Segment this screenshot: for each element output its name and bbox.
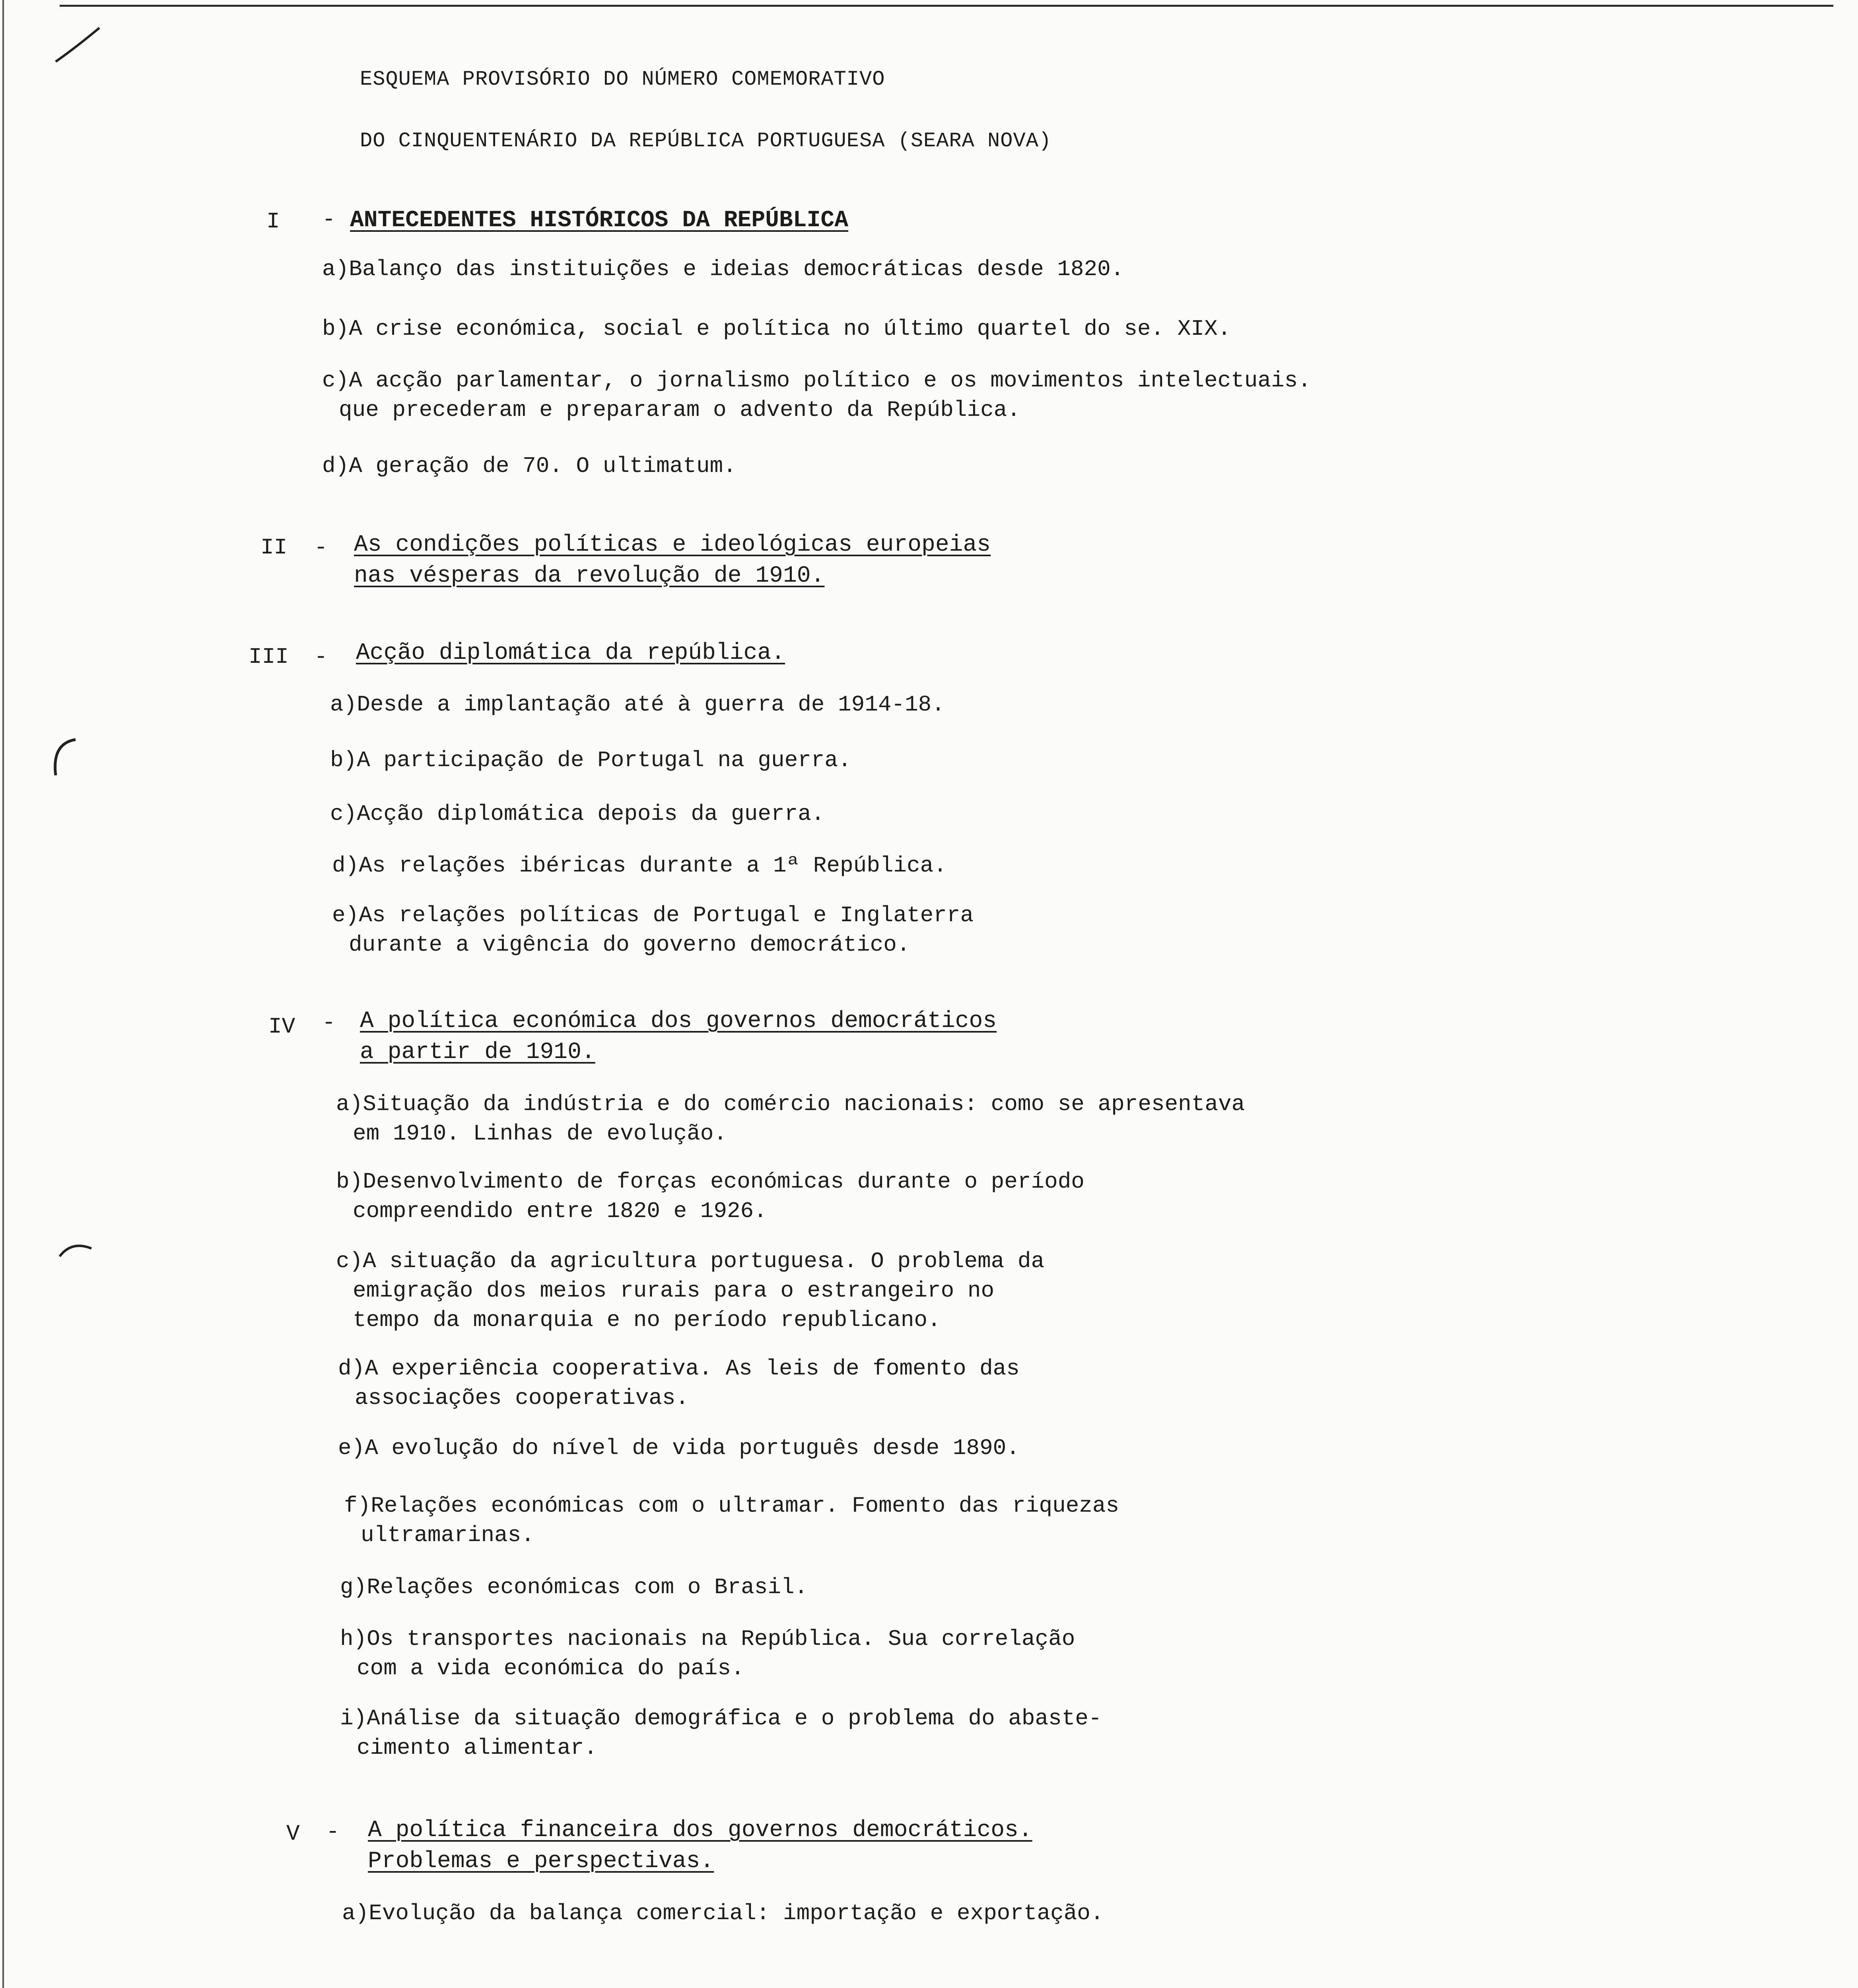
section-3-item-b: b)A participação de Portugal na guerra. [330,747,851,773]
bracket-mark-icon [40,732,84,787]
section-4-item-g: g)Relações económicas com o Brasil. [340,1574,808,1600]
section-3-title: Acção diplomática da república. [356,640,785,666]
section-4-item-h: h)Os transportes nacionais na República. Sua correlação com a vida económica do país. [340,1626,1075,1681]
section-1-item-b: b)A crise económica, social e política no último quartel do se. XIX. [322,316,1231,342]
section-1-item-d: d)A geração de 70. O ultimatum. [322,453,737,479]
document-title-line-1: ESQUEMA PROVISÓRIO DO NÚMERO COMEMORATIVO [360,68,885,91]
top-edge-rule [60,5,1833,7]
section-4-item-b: b)Desenvolvimento de forças económicas durante o período compreendido entre 1820 e 1926. [336,1169,1084,1224]
section-4-item-a: a)Situação da indústria e do comércio nacionais: como se apresentava em 1910. Linhas de evolução. [336,1091,1245,1146]
section-3-item-c: c)Acção diplomática depois da guerra. [330,801,825,827]
section-3-item-e: e)As relações políticas de Portugal e Inglaterra durante a vigência do governo democrático. [332,903,974,957]
section-3-item-a: a)Desde a implantação até à guerra de 1914-18. [330,692,945,717]
tick-mark-icon [52,1233,95,1268]
section-4-item-d: d)A experiência cooperativa. As leis de fomento das associações cooperativas. [338,1356,1020,1411]
section-4-item-e: e)A evolução do nível de vida português desde 1890. [338,1435,1020,1461]
section-2-numeral: II [260,535,288,560]
section-4-title: A política económica dos governos democráticos a partir de 1910. [360,1008,997,1065]
section-2-dash: - [314,535,328,560]
section-3-numeral: III [249,644,289,670]
section-5-numeral: V [286,1821,300,1846]
section-3-dash: - [314,644,328,670]
section-3-item-d: d)As relações ibéricas durante a 1ª República. [332,853,947,878]
section-1-dash: - [322,207,336,232]
pen-mark-icon [52,24,107,68]
left-edge-line [2,0,4,1988]
section-1-item-c: c)A acção parlamentar, o jornalismo político e os movimentos intelectuais. que precederam e prepararam o advento da República. [322,368,1311,423]
section-5-dash: - [326,1819,340,1844]
section-1-item-a: a)Balanço das instituições e ideias democráticas desde 1820. [322,256,1124,282]
section-4-dash: - [322,1010,336,1035]
section-4-item-c: c)A situação da agricultura portuguesa. O problema da emigração dos meios rurais para o estrangeiro no tempo da monarquia e no período republicano. [336,1248,1045,1333]
section-4-numeral: IV [268,1014,295,1039]
section-5-item-a: a)Evolução da balança comercial: importação e exportação. [342,1901,1104,1926]
document-title-line-2: DO CINQUENTENÁRIO DA REPÚBLICA PORTUGUESA (SEARA NOVA) [360,129,1052,153]
section-4-item-i: i)Análise da situação demográfica e o problema do abaste- cimento alimentar. [340,1706,1102,1761]
section-1-numeral: I [266,209,280,234]
section-5-title: A política financeira dos governos democráticos. Problemas e perspectivas. [368,1817,1032,1874]
section-2-title: As condições políticas e ideológicas europeias nas vésperas da revolução de 1910. [354,532,991,589]
section-4-item-f: f)Relações económicas com o ultramar. Fomento das riquezas ultramarinas. [344,1493,1119,1548]
section-1-title: ANTECEDENTES HISTÓRICOS DA REPÚBLICA [350,208,849,233]
